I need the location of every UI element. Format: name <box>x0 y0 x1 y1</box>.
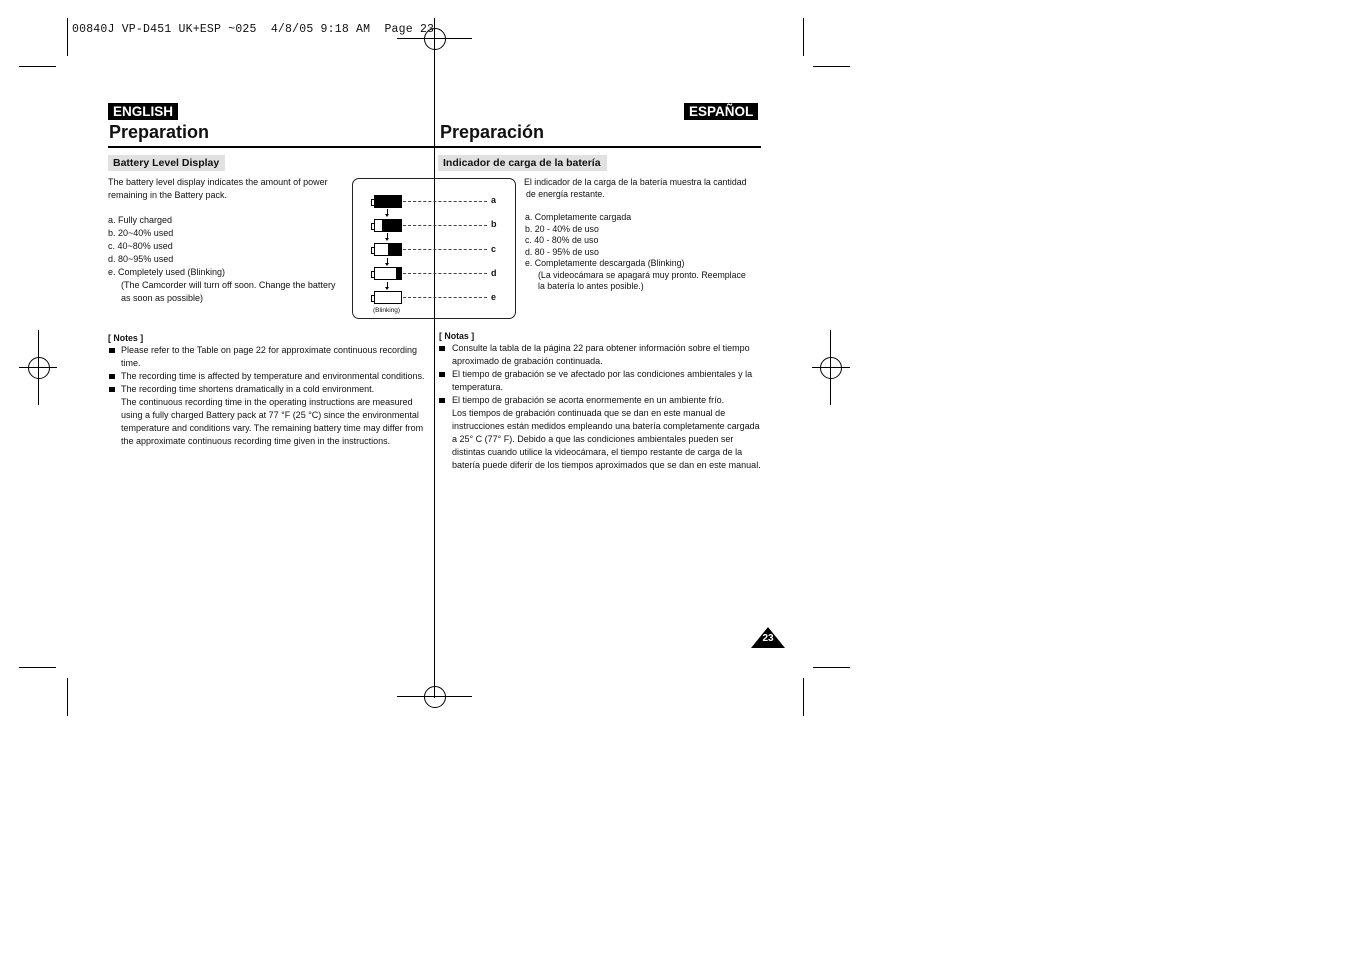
list-item: e. Completely used (Blinking) <box>108 267 226 277</box>
level-e-note: (La videocámara se apagará muy pronto. Reemplace la batería lo antes posible.) <box>538 269 746 291</box>
notes-list-espanol <box>452 342 761 472</box>
battery-fill <box>388 244 401 255</box>
list-item: b. 20~40% used <box>108 228 174 238</box>
blinking-caption: (Blinking) <box>373 307 401 314</box>
page-title-english: Preparation <box>109 122 210 142</box>
battery-level-diagram: a b c d e (Blinking) <box>352 178 516 319</box>
bullet-icon <box>439 398 445 403</box>
bullet-icon <box>109 374 115 379</box>
section-heading-espanol: Indicador de carga de la batería <box>438 155 607 171</box>
list-item: El tiempo de grabación se acorta enormemente en un ambiente frío. Los tiempos de grabación continuada que se dan en este manual de instrucciones están medidos empleando una batería completamente cargada a 25° C (77° F). Debido a que las condiciones ambientales pueden ser distintas cuando utilice la videocámara, el tiempo restante de carga de la batería puede diferir de los tiempos aproximados que se dan en este manual. <box>452 395 761 470</box>
espanol-language-tab: ESPAÑOL <box>684 103 758 120</box>
section-heading-english: Battery Level Display <box>108 155 225 171</box>
list-item: a. Fully charged <box>108 215 173 225</box>
arrow-down-icon <box>387 209 388 215</box>
battery-icon-a <box>374 195 402 208</box>
intro-english: The battery level display indicates the amount of power remaining in the Battery pack. <box>108 177 328 200</box>
list-item: e. Completamente descargada (Blinking) <box>525 258 685 268</box>
battery-icon-e <box>374 291 402 304</box>
levels-list-espanol <box>525 212 746 293</box>
print-header: 00840J VP-D451 UK+ESP ~025 4/8/05 9:18 AM Page 23 <box>72 23 435 36</box>
list-item: El tiempo de grabación se ve afectado por las condiciones ambientales y la temperatura. <box>452 369 753 392</box>
list-item: The recording time is affected by temperature and environmental conditions. <box>121 371 425 381</box>
list-item: Consulte la tabla de la página 22 para obtener información sobre el tiempo aproximado de grabación continuada. <box>452 343 750 366</box>
battery-fill <box>375 196 401 207</box>
notes-heading-espanol: [ Notas ] <box>439 331 475 341</box>
level-e-note: (The Camcorder will turn off soon. Change the battery as soon as possible) <box>121 280 336 303</box>
battery-icon-b <box>374 219 402 232</box>
title-rule-espanol <box>435 146 761 148</box>
battery-fill <box>396 268 401 279</box>
intro-espanol: El indicador de la carga de la batería muestra la cantidad de energía restante. <box>524 177 747 199</box>
english-language-tab: ENGLISH <box>108 103 178 120</box>
list-item: d. 80~95% used <box>108 254 174 264</box>
notes-heading-english: [ Notes ] <box>108 333 144 343</box>
battery-icon-d <box>374 267 402 280</box>
bullet-icon <box>109 387 115 392</box>
list-item: b. 20 - 40% de uso <box>525 223 599 234</box>
battery-icon-c <box>374 243 402 256</box>
list-item: d. 80 - 95% de uso <box>525 246 599 257</box>
page-title-espanol: Preparación <box>440 122 545 142</box>
list-item: c. 40~80% used <box>108 241 173 251</box>
list-item: The recording time shortens dramatically in a cold environment. The continuous recording time in the operating instructions are measured using a fully charged Battery pack at 77 °F (25 °C) since the environmental temperature and conditions vary. The remaining battery time may differ from the approximate continuous recording time given in the instructions. <box>121 384 424 446</box>
notes-list-english <box>121 344 425 448</box>
title-rule-english <box>108 146 434 148</box>
levels-list-english <box>108 214 335 305</box>
list-item: a. Completamente cargada <box>525 212 632 222</box>
bullet-icon <box>439 372 445 377</box>
arrow-down-icon <box>387 282 388 288</box>
arrow-down-icon <box>387 258 388 264</box>
page-number: 23 <box>762 633 774 644</box>
battery-fill <box>382 220 402 231</box>
list-item: c. 40 - 80% de uso <box>525 235 599 245</box>
bullet-icon <box>109 348 115 353</box>
page-number-badge <box>751 627 785 648</box>
bullet-icon <box>439 346 445 351</box>
list-item: Please refer to the Table on page 22 for approximate continuous recording time. <box>121 345 418 368</box>
arrow-down-icon <box>387 233 388 239</box>
